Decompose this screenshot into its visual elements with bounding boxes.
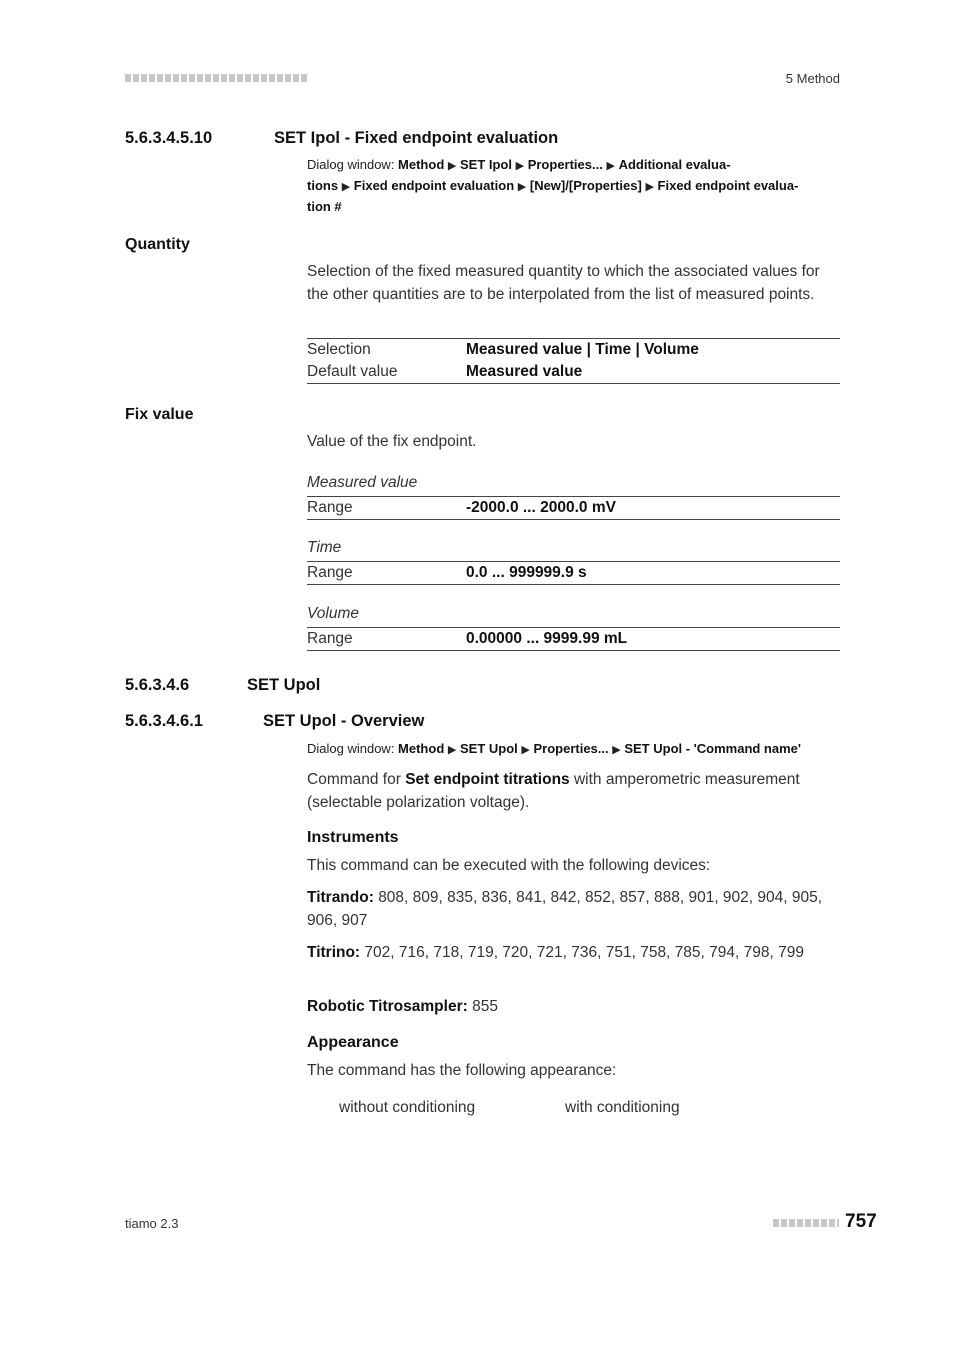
table-row: [307, 361, 840, 383]
section-number: 5.6.3.4.6.1: [125, 712, 203, 730]
device-entry: Titrino: 702, 716, 718, 719, 720, 721, 736, 751, 758, 785, 794, 798, 799: [307, 944, 804, 961]
table-rule: [307, 584, 840, 585]
group-label: Measured value: [307, 474, 418, 491]
param-value: -2000.0 ... 2000.0 mV: [466, 499, 616, 516]
appearance-heading: Appearance: [307, 1034, 399, 1051]
fixvalue-description: Value of the fix endpoint.: [307, 433, 477, 450]
param-value: 0.00000 ... 9999.99 mL: [466, 630, 628, 647]
section-title: SET Upol - Overview: [263, 712, 425, 730]
param-key: Range: [307, 564, 353, 581]
table-row: [307, 562, 840, 584]
footer-decoration: [773, 1219, 839, 1227]
table-row: [307, 628, 840, 650]
param-key: Default value: [307, 363, 398, 380]
dialog-path: Dialog window: Method ▶ SET Upol ▶ Properties... ▶ SET Upol - 'Command name': [307, 741, 801, 756]
page-number: 757: [845, 1211, 877, 1232]
section-title: SET Ipol - Fixed endpoint evaluation: [274, 129, 559, 147]
chapter-label: 5 Method: [785, 71, 840, 86]
table-rule: [307, 383, 840, 384]
product-label: tiamo 2.3: [125, 1216, 179, 1231]
param-value: 0.0 ... 999999.9 s: [466, 564, 587, 581]
header-decoration: [125, 74, 307, 82]
group-label: Time: [307, 539, 342, 556]
quantity-table: [307, 339, 840, 383]
dialog-path: Dialog window: Method ▶ SET Ipol ▶ Properties... ▶ Additional evalua- tions ▶ Fixed endpoint evaluation ▶ [New]/[Properties] ▶ Fixed endpoint evalua- tion #: [307, 157, 799, 214]
param-value: Measured value: [466, 363, 583, 380]
table-rule: [307, 650, 840, 651]
command-intro: Command for Set endpoint titrations with amperometric measurement (selectable polarization voltage).: [307, 771, 800, 811]
section-title: SET Upol: [247, 676, 321, 694]
param-key: Range: [307, 499, 353, 516]
section-number: 5.6.3.4.5.10: [125, 129, 213, 147]
device-entry: Robotic Titrosampler: 855: [307, 998, 498, 1015]
quantity-heading: Quantity: [125, 236, 190, 253]
table-row: [307, 497, 840, 519]
appearance-text: The command has the following appearance:: [307, 1062, 617, 1079]
table-row: [307, 339, 840, 361]
quantity-description: Selection of the fixed measured quantity to which the associated values for the other quantities are to be interpolated from the list of measured points.: [307, 263, 820, 303]
group-label: Volume: [307, 605, 359, 622]
section-number: 5.6.3.4.6: [125, 676, 190, 694]
instruments-text: This command can be executed with the following devices:: [307, 857, 711, 874]
param-key: Selection: [307, 341, 371, 358]
appearance-option-with: with conditioning: [565, 1099, 680, 1116]
range-table: [307, 497, 840, 519]
appearance-option-without: without conditioning: [339, 1099, 476, 1116]
param-value: Measured value | Time | Volume: [466, 341, 699, 358]
range-table: [307, 628, 840, 650]
instruments-heading: Instruments: [307, 829, 399, 846]
table-rule: [307, 519, 840, 520]
fixvalue-heading: Fix value: [125, 406, 194, 423]
param-key: Range: [307, 630, 353, 647]
range-table: [307, 562, 840, 584]
device-entry: Titrando: 808, 809, 835, 836, 841, 842, 852, 857, 888, 901, 902, 904, 905, 906, 907: [307, 889, 823, 929]
